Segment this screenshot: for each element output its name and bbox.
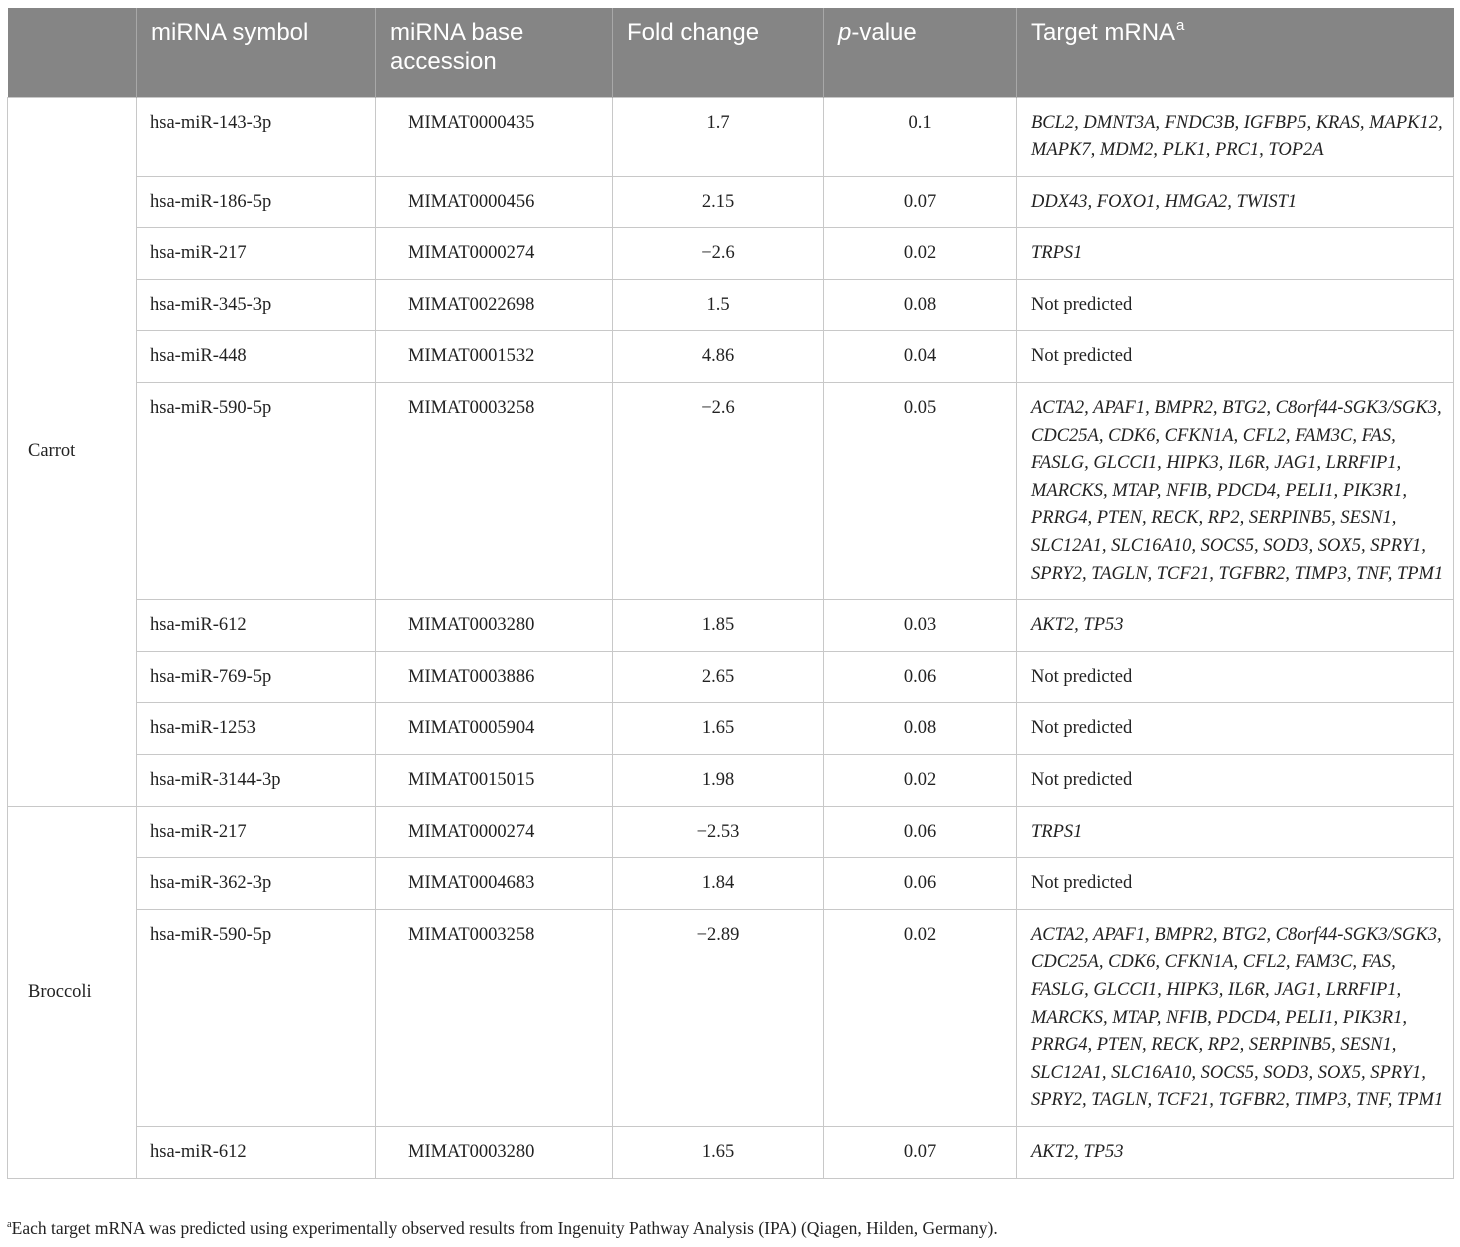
fold-change-cell: 1.84 xyxy=(613,858,824,910)
table-row xyxy=(8,806,1454,858)
mirna-symbol-cell: hsa-miR-612 xyxy=(137,600,376,652)
fold-change-cell: 1.98 xyxy=(613,755,824,807)
table-row xyxy=(8,858,1454,910)
base-accession-cell: MIMAT0001532 xyxy=(376,331,613,383)
base-accession-cell: MIMAT0000435 xyxy=(376,97,613,176)
base-accession-cell: MIMAT0015015 xyxy=(376,755,613,807)
header-base-accession: miRNA base accession xyxy=(376,8,613,97)
mirna-symbol-cell: hsa-miR-1253 xyxy=(137,703,376,755)
mirna-symbol-cell: hsa-miR-3144-3p xyxy=(137,755,376,807)
table-row xyxy=(8,1126,1454,1178)
table-row xyxy=(8,176,1454,228)
header-row xyxy=(8,8,1454,97)
mirna-symbol-cell: hsa-miR-345-3p xyxy=(137,279,376,331)
table-row xyxy=(8,228,1454,280)
table-row xyxy=(8,97,1454,176)
fold-change-cell: 1.7 xyxy=(613,97,824,176)
p-value-cell: 0.1 xyxy=(824,97,1017,176)
base-accession-cell: MIMAT0003258 xyxy=(376,909,613,1126)
fold-change-cell: 1.85 xyxy=(613,600,824,652)
base-accession-cell: MIMAT0003280 xyxy=(376,600,613,652)
header-p-value xyxy=(824,8,1017,97)
p-value-cell: 0.06 xyxy=(824,651,1017,703)
base-accession-cell: MIMAT0000274 xyxy=(376,806,613,858)
table-row xyxy=(8,600,1454,652)
fold-change-cell: 1.5 xyxy=(613,279,824,331)
mirna-symbol-cell: hsa-miR-448 xyxy=(137,331,376,383)
footnote-marker: a xyxy=(7,1219,12,1231)
header-group xyxy=(8,8,137,97)
target-mrna-cell: AKT2, TP53 xyxy=(1017,1126,1454,1178)
base-accession-cell: MIMAT0003280 xyxy=(376,1126,613,1178)
table-row xyxy=(8,755,1454,807)
mirna-symbol-cell: hsa-miR-590-5p xyxy=(137,383,376,600)
target-mrna-cell: ACTA2, APAF1, BMPR2, BTG2, C8orf44-SGK3/​SGK3, CDC25A, CDK6, CFKN1A, CFL2, FAM3C, FAS, FASLG, GLCCI1, HIPK3, IL6R, JAG1, LRRFIP1, MARCKS, MTAP, NFIB, PDCD4, PELI1, PIK3R1, PRRG4, PTEN, RECK, RP2, SERPINB5, SESN1, SLC12A1, SLC16A10, SOCS5, SOD3, SOX5, SPRY1, SPRY2, TAGLN, TCF21, TGFBR2, TIMP3, TNF, TPM1 xyxy=(1017,909,1454,1126)
mirna-symbol-cell: hsa-miR-186-5p xyxy=(137,176,376,228)
target-mrna-cell: Not predicted xyxy=(1017,703,1454,755)
fold-change-cell: 4.86 xyxy=(613,331,824,383)
fold-change-cell: 1.65 xyxy=(613,1126,824,1178)
p-value-cell: 0.02 xyxy=(824,228,1017,280)
header-target-label: Target mRNA xyxy=(1031,19,1176,46)
mirna-table xyxy=(7,8,1454,1179)
base-accession-cell: MIMAT0000274 xyxy=(376,228,613,280)
p-value-cell: 0.08 xyxy=(824,703,1017,755)
fold-change-cell: −2.6 xyxy=(613,383,824,600)
header-p-italic: p xyxy=(838,19,852,46)
p-value-cell: 0.06 xyxy=(824,858,1017,910)
fold-change-cell: −2.6 xyxy=(613,228,824,280)
fold-change-cell: 2.65 xyxy=(613,651,824,703)
fold-change-cell: −2.53 xyxy=(613,806,824,858)
group-label-cell: Carrot xyxy=(8,97,137,806)
mirna-symbol-cell: hsa-miR-362-3p xyxy=(137,858,376,910)
group-label-cell: Broccoli xyxy=(8,806,137,1178)
header-target-footnote-marker: a xyxy=(1176,17,1185,34)
target-mrna-cell: DDX43, FOXO1, HMGA2, TWIST1 xyxy=(1017,176,1454,228)
p-value-cell: 0.04 xyxy=(824,331,1017,383)
base-accession-cell: MIMAT0000456 xyxy=(376,176,613,228)
base-accession-cell: MIMAT0003258 xyxy=(376,383,613,600)
table-footnote xyxy=(7,1218,998,1239)
p-value-cell: 0.07 xyxy=(824,176,1017,228)
mirna-symbol-cell: hsa-miR-217 xyxy=(137,806,376,858)
mirna-symbol-cell: hsa-miR-769-5p xyxy=(137,651,376,703)
header-p-rest: -value xyxy=(851,19,917,46)
table-row xyxy=(8,651,1454,703)
p-value-cell: 0.02 xyxy=(824,909,1017,1126)
table-row xyxy=(8,279,1454,331)
table-row xyxy=(8,331,1454,383)
fold-change-cell: 2.15 xyxy=(613,176,824,228)
header-fold-change: Fold change xyxy=(613,8,824,97)
base-accession-cell: MIMAT0003886 xyxy=(376,651,613,703)
mirna-symbol-cell: hsa-miR-217 xyxy=(137,228,376,280)
p-value-cell: 0.02 xyxy=(824,755,1017,807)
p-value-cell: 0.06 xyxy=(824,806,1017,858)
base-accession-cell: MIMAT0004683 xyxy=(376,858,613,910)
target-mrna-cell: Not predicted xyxy=(1017,331,1454,383)
p-value-cell: 0.08 xyxy=(824,279,1017,331)
mirna-symbol-cell: hsa-miR-143-3p xyxy=(137,97,376,176)
target-mrna-cell: ACTA2, APAF1, BMPR2, BTG2, C8orf44-SGK3/​SGK3, CDC25A, CDK6, CFKN1A, CFL2, FAM3C, FAS, FASLG, GLCCI1, HIPK3, IL6R, JAG1, LRRFIP1, MARCKS, MTAP, NFIB, PDCD4, PELI1, PIK3R1, PRRG4, PTEN, RECK, RP2, SERPINB5, SESN1, SLC12A1, SLC16A10, SOCS5, SOD3, SOX5, SPRY1, SPRY2, TAGLN, TCF21, TGFBR2, TIMP3, TNF, TPM1 xyxy=(1017,383,1454,600)
fold-change-cell: −2.89 xyxy=(613,909,824,1126)
table-body xyxy=(8,97,1454,1178)
header-mirna-symbol: miRNA symbol xyxy=(137,8,376,97)
base-accession-cell: MIMAT0022698 xyxy=(376,279,613,331)
target-mrna-cell: Not predicted xyxy=(1017,279,1454,331)
fold-change-cell: 1.65 xyxy=(613,703,824,755)
target-mrna-cell: BCL2, DMNT3A, FNDC3B, IGFBP5, KRAS, MAPK12, MAPK7, MDM2, PLK1, PRC1, TOP2A xyxy=(1017,97,1454,176)
target-mrna-cell: TRPS1 xyxy=(1017,806,1454,858)
p-value-cell: 0.05 xyxy=(824,383,1017,600)
p-value-cell: 0.07 xyxy=(824,1126,1017,1178)
target-mrna-cell: Not predicted xyxy=(1017,858,1454,910)
target-mrna-cell: AKT2, TP53 xyxy=(1017,600,1454,652)
table-row xyxy=(8,703,1454,755)
target-mrna-cell: Not predicted xyxy=(1017,755,1454,807)
target-mrna-cell: TRPS1 xyxy=(1017,228,1454,280)
footnote-text: Each target mRNA was predicted using experimentally observed results from Ingenuity Pathway Analysis (IPA) (Qiagen, Hilden, Germany). xyxy=(11,1218,998,1238)
header-target-mrna xyxy=(1017,8,1454,97)
base-accession-cell: MIMAT0005904 xyxy=(376,703,613,755)
target-mrna-cell: Not predicted xyxy=(1017,651,1454,703)
mirna-symbol-cell: hsa-miR-612 xyxy=(137,1126,376,1178)
table-row xyxy=(8,909,1454,1126)
p-value-cell: 0.03 xyxy=(824,600,1017,652)
table-row xyxy=(8,383,1454,600)
mirna-symbol-cell: hsa-miR-590-5p xyxy=(137,909,376,1126)
